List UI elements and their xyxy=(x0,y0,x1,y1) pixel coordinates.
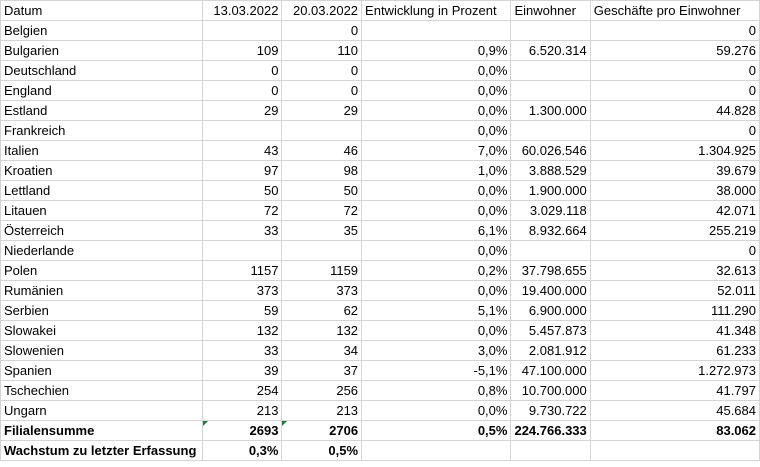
value-cell-1[interactable]: 0 xyxy=(202,81,282,101)
growth-row xyxy=(1,441,760,461)
population-cell[interactable]: 6.520.314 xyxy=(511,41,590,61)
value-cell-2[interactable]: 0 xyxy=(282,21,362,41)
country-cell[interactable]: Litauen xyxy=(1,201,203,221)
value-cell-1[interactable]: 59 xyxy=(202,301,282,321)
percent-cell[interactable]: 0,0% xyxy=(362,241,511,261)
value-cell-2[interactable]: 72 xyxy=(282,201,362,221)
value-cell-2[interactable]: 1159 xyxy=(282,261,362,281)
population-cell[interactable] xyxy=(511,241,590,261)
value-cell-1[interactable]: 97 xyxy=(202,161,282,181)
population-cell[interactable]: 19.400.000 xyxy=(511,281,590,301)
population-cell[interactable]: 2.081.912 xyxy=(511,341,590,361)
country-cell[interactable]: Frankreich xyxy=(1,121,203,141)
growth-row-per-capita-cell[interactable] xyxy=(590,441,759,461)
percent-cell[interactable]: 0,0% xyxy=(362,201,511,221)
per-capita-cell[interactable]: 41.348 xyxy=(590,321,759,341)
table-row xyxy=(1,61,760,81)
table-row xyxy=(1,281,760,301)
value-cell-2[interactable]: 46 xyxy=(282,141,362,161)
percent-cell[interactable]: 1,0% xyxy=(362,161,511,181)
value-cell-1[interactable]: 0 xyxy=(202,61,282,81)
value-cell-1[interactable]: 213 xyxy=(202,401,282,421)
table-row xyxy=(1,241,760,261)
table-row xyxy=(1,21,760,41)
percent-cell[interactable]: 6,1% xyxy=(362,221,511,241)
summary-row-per-capita-cell[interactable]: 83.062 xyxy=(590,421,759,441)
population-cell[interactable]: 3.029.118 xyxy=(511,201,590,221)
per-capita-cell[interactable]: 41.797 xyxy=(590,381,759,401)
percent-cell[interactable]: 7,0% xyxy=(362,141,511,161)
header-cell-date-1[interactable]: 13.03.2022 xyxy=(202,1,282,21)
value-cell-2[interactable]: 213 xyxy=(282,401,362,421)
summary-row xyxy=(1,421,760,441)
value-cell-2[interactable] xyxy=(282,121,362,141)
growth-row-value-cell-1[interactable]: 0,3% xyxy=(202,441,282,461)
per-capita-cell[interactable]: 32.613 xyxy=(590,261,759,281)
country-cell[interactable]: Serbien xyxy=(1,301,203,321)
per-capita-cell[interactable]: 0 xyxy=(590,121,759,141)
per-capita-cell[interactable]: 255.219 xyxy=(590,221,759,241)
value-cell-2[interactable] xyxy=(282,241,362,261)
percent-cell[interactable]: 0,0% xyxy=(362,81,511,101)
table-row xyxy=(1,361,760,381)
value-cell-2[interactable]: 132 xyxy=(282,321,362,341)
value-cell-2[interactable]: 98 xyxy=(282,161,362,181)
population-cell[interactable] xyxy=(511,121,590,141)
header-cell-geschaefte[interactable]: Geschäfte pro Einwohner xyxy=(590,1,759,21)
per-capita-cell[interactable]: 42.071 xyxy=(590,201,759,221)
value-cell-2[interactable]: 0 xyxy=(282,81,362,101)
value-cell-1[interactable]: 1157 xyxy=(202,261,282,281)
per-capita-cell[interactable]: 0 xyxy=(590,241,759,261)
value-cell-2[interactable]: 35 xyxy=(282,221,362,241)
country-cell[interactable]: Estland xyxy=(1,101,203,121)
value-cell-1[interactable]: 72 xyxy=(202,201,282,221)
table-row xyxy=(1,101,760,121)
percent-cell[interactable]: 0,0% xyxy=(362,121,511,141)
value-cell-1[interactable]: 50 xyxy=(202,181,282,201)
population-cell[interactable]: 1.900.000 xyxy=(511,181,590,201)
table-row xyxy=(1,141,760,161)
summary-row-percent-cell[interactable]: 0,5% xyxy=(362,421,511,441)
table-row xyxy=(1,221,760,241)
table-row xyxy=(1,81,760,101)
per-capita-cell[interactable]: 45.684 xyxy=(590,401,759,421)
value-cell-2[interactable]: 34 xyxy=(282,341,362,361)
summary-row-value-cell-1[interactable]: 2693 xyxy=(202,421,282,441)
table-row xyxy=(1,201,760,221)
summary-row-country-cell[interactable]: Filialensumme xyxy=(1,421,203,441)
population-cell[interactable] xyxy=(511,81,590,101)
table-row xyxy=(1,301,760,321)
per-capita-cell[interactable]: 39.679 xyxy=(590,161,759,181)
population-cell[interactable]: 9.730.722 xyxy=(511,401,590,421)
country-cell[interactable]: Slowenien xyxy=(1,341,203,361)
growth-row-country-cell[interactable]: Wachstum zu letzter Erfassung xyxy=(1,441,203,461)
population-cell[interactable] xyxy=(511,61,590,81)
population-cell[interactable]: 8.932.664 xyxy=(511,221,590,241)
percent-cell[interactable]: 0,0% xyxy=(362,401,511,421)
table-row xyxy=(1,161,760,181)
value-cell-2[interactable]: 62 xyxy=(282,301,362,321)
value-cell-1[interactable] xyxy=(202,241,282,261)
per-capita-cell[interactable]: 44.828 xyxy=(590,101,759,121)
country-cell[interactable]: Lettland xyxy=(1,181,203,201)
percent-cell[interactable]: 0,0% xyxy=(362,181,511,201)
population-cell[interactable]: 60.026.546 xyxy=(511,141,590,161)
country-cell[interactable]: Polen xyxy=(1,261,203,281)
percent-cell[interactable]: -5,1% xyxy=(362,361,511,381)
country-cell[interactable]: Kroatien xyxy=(1,161,203,181)
country-cell[interactable]: England xyxy=(1,81,203,101)
population-cell[interactable]: 10.700.000 xyxy=(511,381,590,401)
country-cell[interactable]: Bulgarien xyxy=(1,41,203,61)
country-cell[interactable]: Belgien xyxy=(1,21,203,41)
population-cell[interactable]: 37.798.655 xyxy=(511,261,590,281)
value-cell-1[interactable]: 33 xyxy=(202,221,282,241)
value-cell-2[interactable]: 29 xyxy=(282,101,362,121)
country-cell[interactable]: Italien xyxy=(1,141,203,161)
growth-row-value-cell-2[interactable]: 0,5% xyxy=(282,441,362,461)
header-cell-datum[interactable]: Datum xyxy=(1,1,203,21)
summary-row-population-cell[interactable]: 224.766.333 xyxy=(511,421,590,441)
country-cell[interactable]: Deutschland xyxy=(1,61,203,81)
value-cell-1[interactable] xyxy=(202,121,282,141)
value-cell-1[interactable]: 373 xyxy=(202,281,282,301)
population-cell[interactable]: 5.457.873 xyxy=(511,321,590,341)
per-capita-cell[interactable]: 52.011 xyxy=(590,281,759,301)
table-row xyxy=(1,401,760,421)
per-capita-cell[interactable]: 61.233 xyxy=(590,341,759,361)
percent-cell[interactable]: 0,9% xyxy=(362,41,511,61)
value-cell-1[interactable]: 43 xyxy=(202,141,282,161)
percent-cell[interactable]: 3,0% xyxy=(362,341,511,361)
table-row xyxy=(1,261,760,281)
population-cell[interactable]: 6.900.000 xyxy=(511,301,590,321)
value-cell-1[interactable] xyxy=(202,21,282,41)
table-row xyxy=(1,121,760,141)
percent-cell[interactable]: 0,0% xyxy=(362,321,511,341)
population-cell[interactable] xyxy=(511,21,590,41)
country-cell[interactable]: Slowakei xyxy=(1,321,203,341)
per-capita-cell[interactable]: 1.272.973 xyxy=(590,361,759,381)
percent-cell[interactable]: 0,0% xyxy=(362,101,511,121)
percent-cell[interactable]: 0,8% xyxy=(362,381,511,401)
table-row xyxy=(1,41,760,61)
table-row xyxy=(1,341,760,361)
country-cell[interactable]: Tschechien xyxy=(1,381,203,401)
table-row xyxy=(1,321,760,341)
per-capita-cell[interactable]: 0 xyxy=(590,81,759,101)
value-cell-1[interactable]: 29 xyxy=(202,101,282,121)
percent-cell[interactable] xyxy=(362,21,511,41)
country-cell[interactable]: Rumänien xyxy=(1,281,203,301)
value-cell-2[interactable]: 0 xyxy=(282,61,362,81)
header-row xyxy=(1,1,760,21)
per-capita-cell[interactable]: 0 xyxy=(590,61,759,81)
percent-cell[interactable]: 0,0% xyxy=(362,61,511,81)
value-cell-1[interactable]: 33 xyxy=(202,341,282,361)
percent-cell[interactable]: 0,2% xyxy=(362,261,511,281)
per-capita-cell[interactable]: 111.290 xyxy=(590,301,759,321)
percent-cell[interactable]: 0,0% xyxy=(362,281,511,301)
value-cell-1[interactable]: 132 xyxy=(202,321,282,341)
value-cell-1[interactable]: 254 xyxy=(202,381,282,401)
table-row xyxy=(1,381,760,401)
per-capita-cell[interactable]: 0 xyxy=(590,21,759,41)
table-row xyxy=(1,181,760,201)
country-cell[interactable]: Niederlande xyxy=(1,241,203,261)
population-cell[interactable]: 3.888.529 xyxy=(511,161,590,181)
country-cell[interactable]: Ungarn xyxy=(1,401,203,421)
population-cell[interactable]: 47.100.000 xyxy=(511,361,590,381)
per-capita-cell[interactable]: 38.000 xyxy=(590,181,759,201)
growth-row-population-cell[interactable] xyxy=(511,441,590,461)
header-cell-entwicklung[interactable]: Entwicklung in Prozent xyxy=(362,1,511,21)
value-cell-2[interactable]: 50 xyxy=(282,181,362,201)
country-cell[interactable]: Österreich xyxy=(1,221,203,241)
country-cell[interactable]: Spanien xyxy=(1,361,203,381)
growth-row-percent-cell[interactable] xyxy=(362,441,511,461)
population-cell[interactable]: 1.300.000 xyxy=(511,101,590,121)
value-cell-2[interactable]: 256 xyxy=(282,381,362,401)
per-capita-cell[interactable]: 1.304.925 xyxy=(590,141,759,161)
summary-row-value-cell-2[interactable]: 2706 xyxy=(282,421,362,441)
value-cell-1[interactable]: 109 xyxy=(202,41,282,61)
header-cell-einwohner[interactable]: Einwohner xyxy=(511,1,590,21)
per-capita-cell[interactable]: 59.276 xyxy=(590,41,759,61)
header-cell-date-2[interactable]: 20.03.2022 xyxy=(282,1,362,21)
value-cell-2[interactable]: 373 xyxy=(282,281,362,301)
value-cell-2[interactable]: 110 xyxy=(282,41,362,61)
value-cell-1[interactable]: 39 xyxy=(202,361,282,381)
percent-cell[interactable]: 5,1% xyxy=(362,301,511,321)
value-cell-2[interactable]: 37 xyxy=(282,361,362,381)
